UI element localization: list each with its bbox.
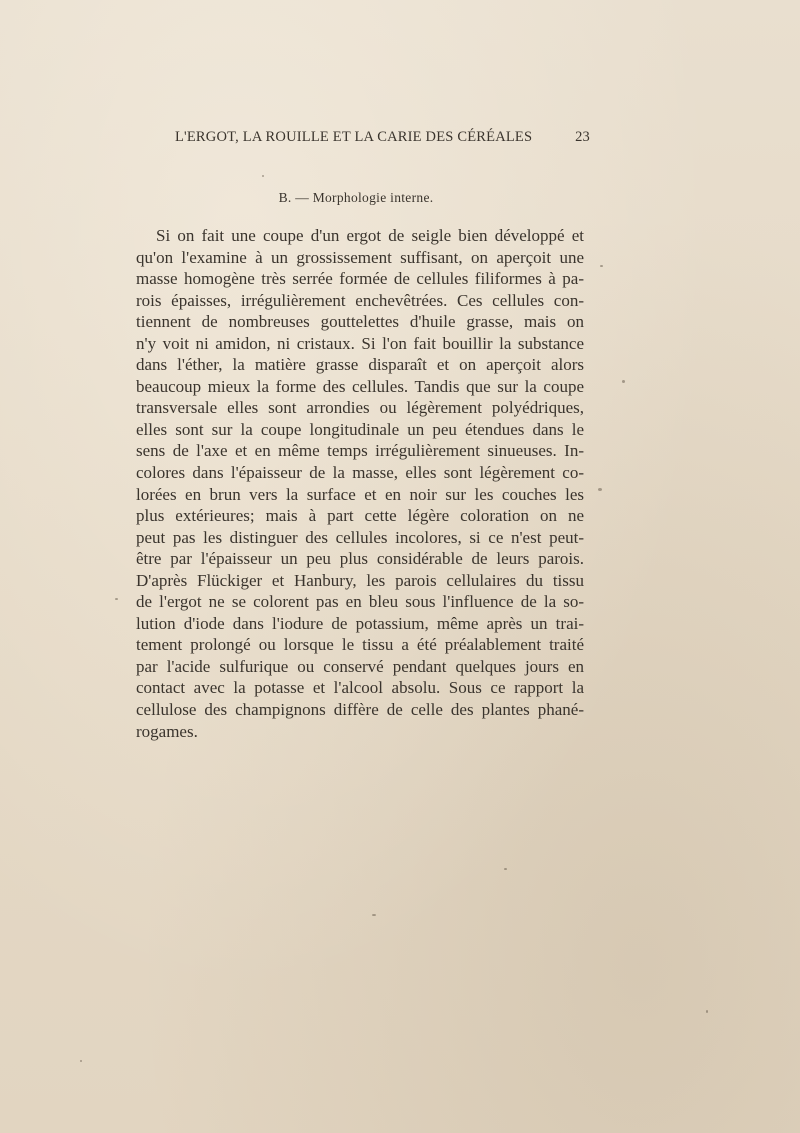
text-line: contact avec la potasse et l'alcool absolu. Sous ce rapport la: [136, 678, 584, 698]
text-line: de l'ergot ne se colorent pas en bleu sous l'influence de la so-: [136, 592, 584, 612]
running-header: [175, 129, 590, 151]
text-line: lorées en brun vers la surface et en noir sur les couches les: [136, 484, 584, 504]
text-line: être par l'épaisseur un peu plus considérable de leurs parois.: [136, 549, 584, 569]
paper-speck: [598, 488, 602, 491]
text-line: rogames.: [136, 721, 198, 741]
paper-speck: [706, 1010, 708, 1013]
text-line: n'y voit ni amidon, ni cristaux. Si l'on fait bouillir la substance: [136, 333, 584, 353]
text-line: transversale elles sont arrondies ou légèrement polyédriques,: [136, 398, 584, 418]
paper-speck: [262, 175, 264, 177]
text-line: peut pas les distinguer des cellules incolores, si ce n'est peut-: [136, 527, 584, 547]
paper-speck: [622, 380, 625, 383]
text-line: sens de l'axe et en même temps irrégulièrement sinueuses. In-: [136, 441, 584, 461]
paper-speck: [115, 598, 118, 600]
text-line: colores dans l'épaisseur de la masse, elles sont légèrement co-: [136, 463, 584, 483]
paper-speck: [600, 265, 603, 267]
running-title: L'ERGOT, LA ROUILLE ET LA CARIE DES CÉRÉALES: [175, 129, 533, 145]
text-line: tiennent de nombreuses gouttelettes d'huile grasse, mais on: [136, 312, 584, 332]
text-line: cellulose des champignons diffère de celle des plantes phané-: [136, 700, 584, 720]
text-line: D'après Flückiger et Hanbury, les parois cellulaires du tissu: [136, 570, 584, 590]
text-line: elles sont sur la coupe longitudinale un peu étendues dans le: [136, 419, 584, 439]
text-line: qu'on l'examine à un grossissement suffisant, on aperçoit une: [136, 247, 584, 267]
text-line: dans l'éther, la matière grasse disparaît et on aperçoit alors: [136, 355, 584, 375]
paper-speck: [80, 1060, 82, 1062]
body-paragraph: [136, 225, 584, 742]
text-line: beaucoup mieux la forme des cellules. Tandis que sur la coupe: [136, 376, 584, 396]
text-line: Si on fait une coupe d'un ergot de seigle bien développé et: [156, 226, 584, 245]
text-line: lution d'iode dans l'iodure de potassium, même après un trai-: [136, 613, 584, 633]
page-number: 23: [575, 129, 590, 145]
text-line: tement prolongé ou lorsque le tissu a été préalablement traité: [136, 635, 584, 655]
paper-speck: [372, 914, 376, 916]
text-line: par l'acide sulfurique ou conservé pendant quelques jours en: [136, 656, 584, 676]
section-heading: B. — Morphologie interne.: [278, 190, 434, 205]
text-line: masse homogène très serrée formée de cellules filiformes à pa-: [136, 269, 584, 289]
text-line: plus extérieures; mais à part cette légère coloration on ne: [136, 506, 584, 526]
paper-speck: [504, 868, 507, 870]
text-line: rois épaisses, irrégulièrement enchevêtrées. Ces cellules con-: [136, 290, 584, 310]
